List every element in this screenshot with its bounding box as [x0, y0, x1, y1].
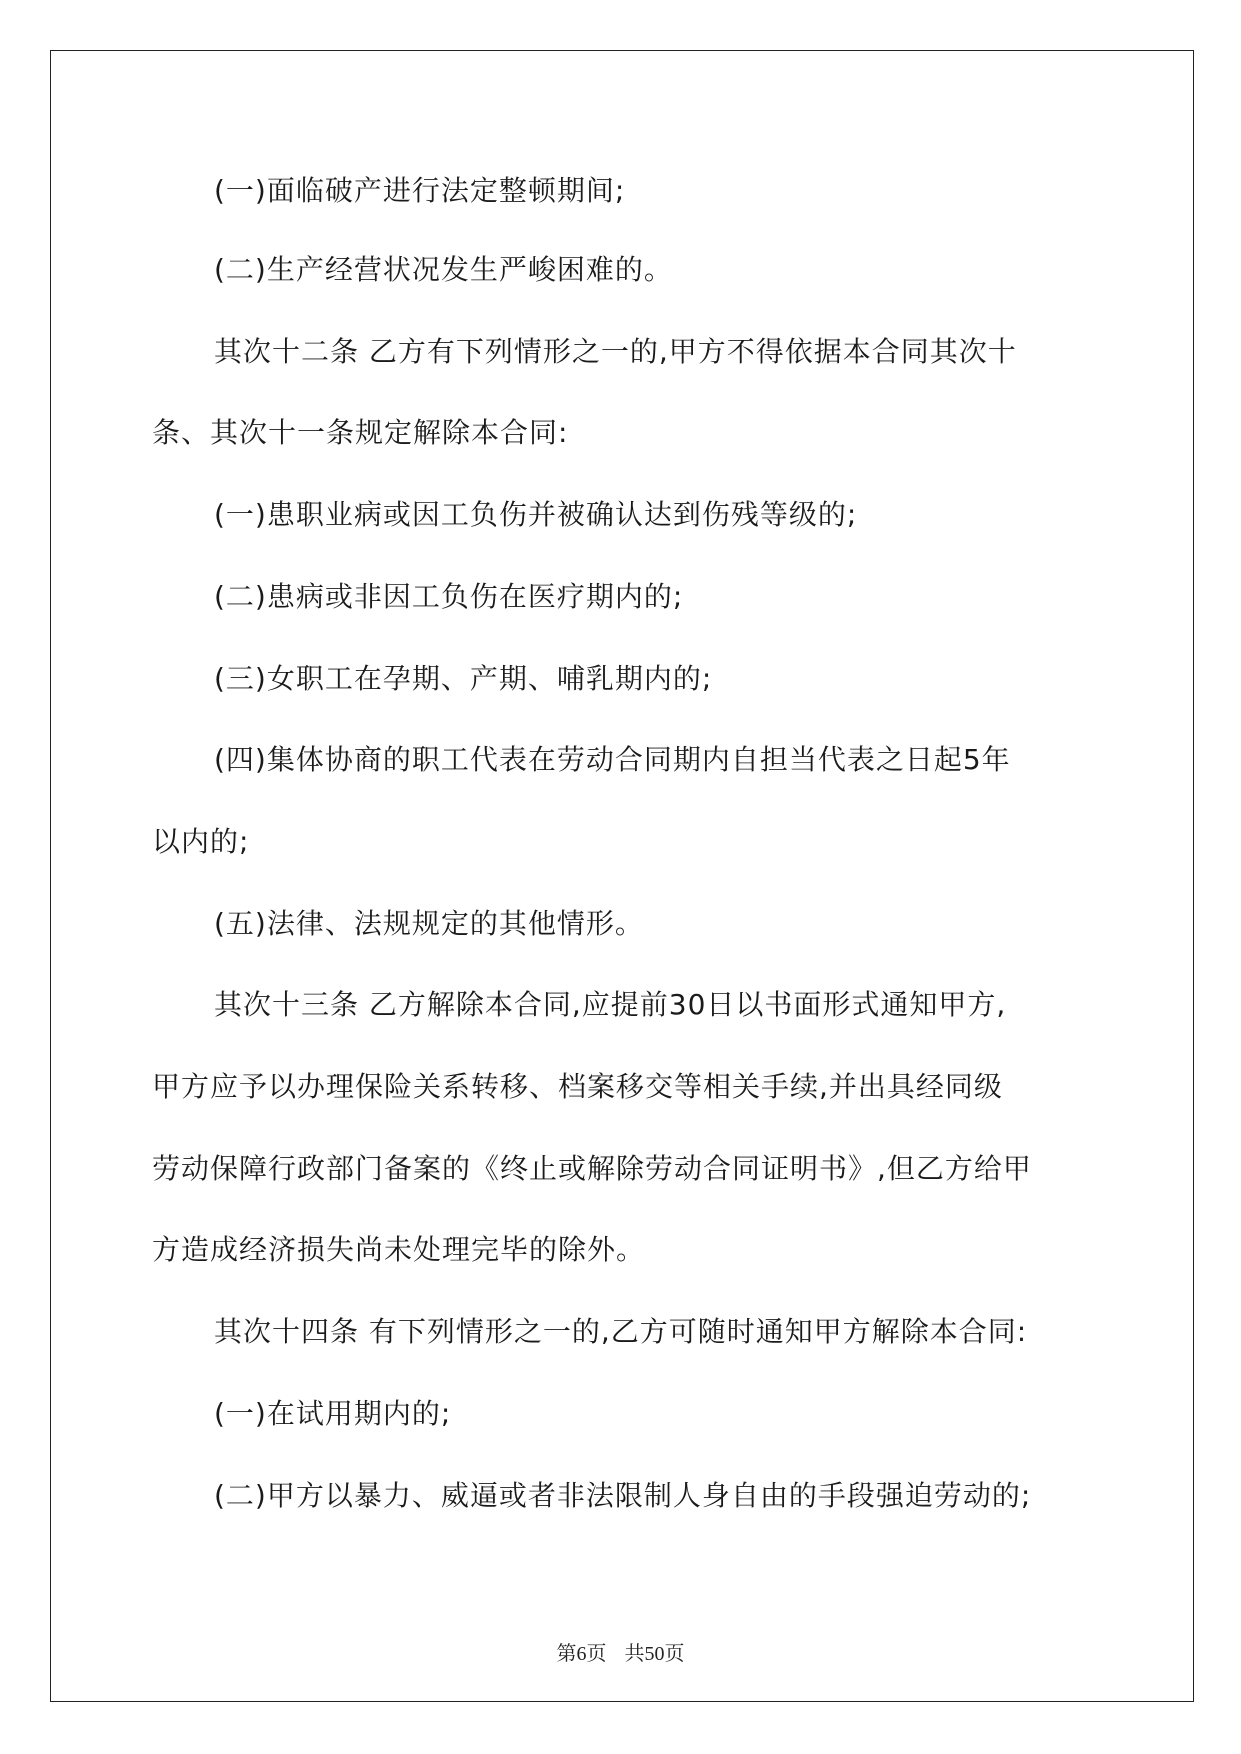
paragraph-line: 方造成经济损失尚未处理完毕的除外。 — [152, 1233, 646, 1266]
page-number: 第6页 — [556, 1643, 607, 1665]
paragraph-line: (四)集体协商的职工代表在劳动合同期内自担当代表之日起5年 — [214, 743, 1011, 776]
paragraph-line: 条、其次十一条规定解除本合同: — [152, 416, 569, 449]
paragraph-line: 其次十三条 乙方解除本合同,应提前30日以书面形式通知甲方, — [214, 988, 1007, 1021]
paragraph-line: 劳动保障行政部门备案的《终止或解除劳动合同证明书》,但乙方给甲 — [152, 1152, 1032, 1185]
paragraph-line: (二)甲方以暴力、威逼或者非法限制人身自由的手段强迫劳动的; — [214, 1479, 1032, 1512]
paragraph-line: (一)在试用期内的; — [214, 1397, 452, 1430]
paragraph-line: (二)生产经营状况发生严峻困难的。 — [214, 253, 673, 286]
page-total: 共50页 — [624, 1643, 685, 1665]
paragraph-line: 其次十二条 乙方有下列情形之一的,甲方不得依据本合同其次十 — [214, 335, 1017, 368]
paragraph-line: 以内的; — [152, 825, 250, 858]
paragraph-line: (三)女职工在孕期、产期、哺乳期内的; — [214, 662, 713, 695]
paragraph-line: 甲方应予以办理保险关系转移、档案移交等相关手续,并出具经同级 — [152, 1070, 1003, 1103]
paragraph-line: (二)患病或非因工负伤在医疗期内的; — [214, 580, 684, 613]
paragraph-line: (五)法律、法规规定的其他情形。 — [214, 907, 644, 940]
page-border — [50, 50, 1194, 1702]
paragraph-line: 其次十四条 有下列情形之一的,乙方可随时通知甲方解除本合同: — [214, 1315, 1028, 1348]
paragraph-line: (一)患职业病或因工负伤并被确认达到伤残等级的; — [214, 498, 858, 531]
paragraph-line: (一)面临破产进行法定整顿期间; — [214, 174, 626, 207]
page-footer — [0, 1640, 1241, 1668]
